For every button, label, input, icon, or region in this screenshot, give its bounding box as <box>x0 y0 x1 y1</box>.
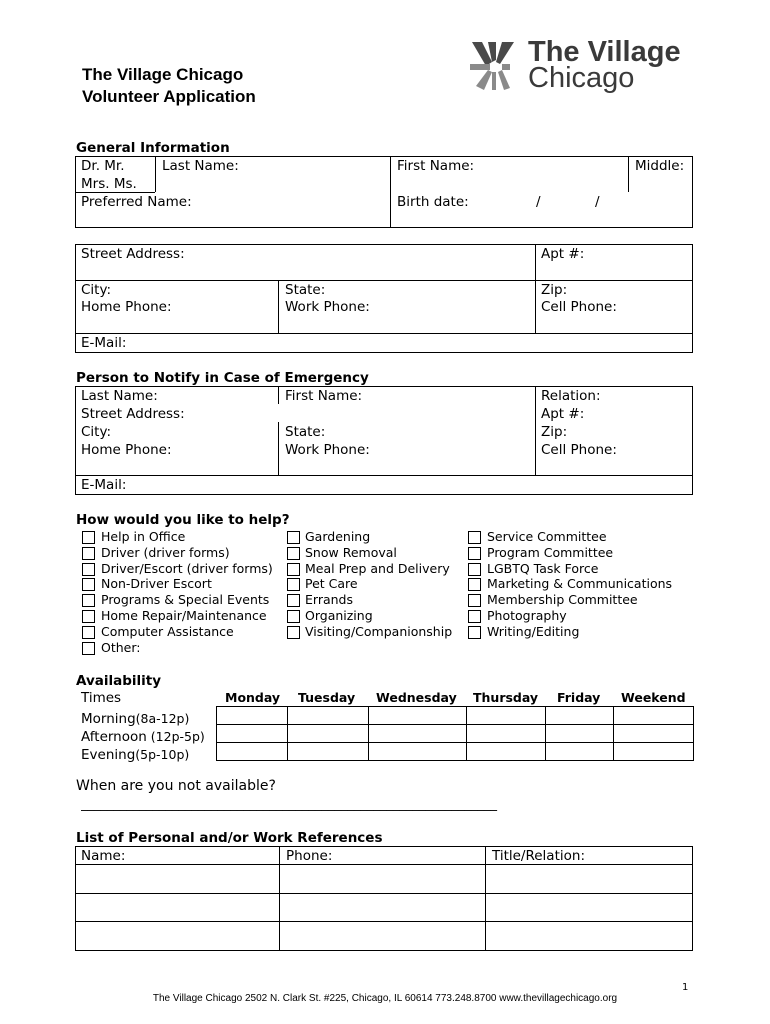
footer-address: The Village Chicago 2502 N. Clark St. #225, Chicago, IL 60614 773.248.8700 www.thevillagechicago.org <box>152 993 618 1004</box>
help-checkbox[interactable] <box>287 563 300 576</box>
logo-text-line2: Chicago <box>528 62 635 94</box>
help-option-label: Non-Driver Escort <box>101 576 212 592</box>
reference-title-relation-header: Title/Relation: <box>492 848 585 864</box>
help-option-label: Pet Care <box>305 576 358 592</box>
birth-date-slash-1: / <box>536 194 541 210</box>
reference-row[interactable] <box>76 894 692 920</box>
help-option-label: Membership Committee <box>487 592 638 608</box>
zip-field[interactable]: Zip: <box>541 282 568 298</box>
help-option-label: Photography <box>487 608 567 623</box>
help-checkbox[interactable] <box>82 547 95 560</box>
help-option-label: Other: <box>101 639 141 655</box>
work-phone-field[interactable]: Work Phone: <box>285 299 370 315</box>
emergency-relation-field[interactable]: Relation: <box>541 388 601 404</box>
first-name-field[interactable]: First Name: <box>397 158 475 174</box>
help-checkbox[interactable] <box>82 563 95 576</box>
help-checkbox[interactable] <box>468 578 481 591</box>
help-checkbox[interactable] <box>82 531 95 544</box>
help-checkbox[interactable] <box>287 626 300 639</box>
last-name-field[interactable]: Last Name: <box>162 158 239 174</box>
help-option-label: Program Committee <box>487 544 614 560</box>
day-header-tuesday: Tuesday <box>298 690 356 705</box>
help-checkbox[interactable] <box>82 626 95 639</box>
time-row-range: (12p-5p) <box>146 729 205 744</box>
day-header-wednesday: Wednesday <box>376 690 457 705</box>
help-option-label: Errands <box>305 592 353 608</box>
help-option-label: LGBTQ Task Force <box>487 560 599 576</box>
help-checkbox[interactable] <box>468 531 481 544</box>
village-logo-icon <box>470 40 530 92</box>
help-checkbox[interactable] <box>468 626 481 639</box>
emergency-work-phone-field[interactable]: Work Phone: <box>285 442 370 458</box>
help-checkbox[interactable] <box>468 610 481 623</box>
help-option-label: Service Committee <box>487 529 607 544</box>
help-option-label: Marketing & Communications <box>487 576 673 592</box>
home-phone-field[interactable]: Home Phone: <box>81 299 172 315</box>
help-option-label: Writing/Editing <box>487 623 580 639</box>
help-checkbox[interactable] <box>82 594 95 607</box>
help-checkbox[interactable] <box>82 610 95 623</box>
help-option-label: Help in Office <box>101 529 186 544</box>
reference-name-header: Name: <box>81 848 126 864</box>
general-info-heading: General Information <box>76 140 230 156</box>
city-field[interactable]: City: <box>81 282 112 298</box>
reference-row[interactable] <box>76 922 692 949</box>
not-available-question: When are you not available? <box>76 778 276 794</box>
time-row-morning <box>81 708 189 728</box>
help-checkbox[interactable] <box>468 594 481 607</box>
time-row-label: Evening <box>81 747 136 763</box>
help-checkbox[interactable] <box>287 578 300 591</box>
help-option-label: Organizing <box>305 608 373 623</box>
help-option-label: Snow Removal <box>305 544 397 560</box>
help-option-label: Driver (driver forms) <box>101 544 230 560</box>
logo-text-line1: The Village <box>528 36 681 68</box>
times-label: Times <box>81 690 122 706</box>
help-checkbox[interactable] <box>287 610 300 623</box>
emergency-apt-field[interactable]: Apt #: <box>541 406 585 422</box>
help-option-label: Computer Assistance <box>101 623 234 639</box>
day-header-monday: Monday <box>225 690 281 705</box>
help-option-label: Visiting/Companionship <box>305 623 453 639</box>
emergency-first-name-field[interactable]: First Name: <box>285 388 363 404</box>
birth-date-slash-2: / <box>595 194 600 210</box>
emergency-cell-phone-field[interactable]: Cell Phone: <box>541 442 617 458</box>
help-option-label: Driver/Escort (driver forms) <box>101 560 273 576</box>
time-row-afternoon <box>81 726 205 746</box>
form-title-line2: Volunteer Application <box>82 87 256 106</box>
state-field[interactable]: State: <box>285 282 326 298</box>
help-checkbox[interactable] <box>82 578 95 591</box>
help-checkbox[interactable] <box>287 531 300 544</box>
day-header-weekend: Weekend <box>621 690 686 705</box>
help-checkbox[interactable] <box>468 563 481 576</box>
help-option-label: Gardening <box>305 529 371 544</box>
emergency-city-field[interactable]: City: <box>81 424 112 440</box>
birth-date-field[interactable]: Birth date: <box>397 194 469 210</box>
time-row-range: (5p-10p) <box>135 747 190 762</box>
middle-name-field[interactable]: Middle: <box>635 158 685 174</box>
help-checkbox[interactable] <box>468 547 481 560</box>
help-option-label: Programs & Special Events <box>101 592 270 608</box>
apt-field[interactable]: Apt #: <box>541 246 585 262</box>
emergency-street-field[interactable]: Street Address: <box>81 406 185 422</box>
time-row-evening <box>81 744 189 764</box>
time-row-label: Morning <box>81 711 136 727</box>
help-option-label: Home Repair/Maintenance <box>101 608 267 623</box>
emergency-zip-field[interactable]: Zip: <box>541 424 568 440</box>
street-address-field[interactable]: Street Address: <box>81 246 185 262</box>
honorific-options-1[interactable]: Dr. Mr. <box>81 158 125 174</box>
reference-row[interactable] <box>76 865 692 892</box>
help-option-label: Meal Prep and Delivery <box>305 560 450 576</box>
preferred-name-field[interactable]: Preferred Name: <box>81 194 192 210</box>
time-row-range: (8a-12p) <box>135 711 190 726</box>
form-title-line1: The Village Chicago <box>82 65 244 84</box>
cell-phone-field[interactable]: Cell Phone: <box>541 299 617 315</box>
email-field[interactable]: E-Mail: <box>81 335 127 351</box>
references-heading: List of Personal and/or Work References <box>76 830 383 846</box>
honorific-options-2[interactable]: Mrs. Ms. <box>81 176 137 192</box>
day-header-friday: Friday <box>557 690 601 705</box>
help-checkbox[interactable] <box>287 594 300 607</box>
time-row-label: Afternoon <box>81 729 147 745</box>
page-number: 1 <box>682 982 689 993</box>
emergency-state-field[interactable]: State: <box>285 424 326 440</box>
not-available-input-line[interactable]: ________________________________________________________________ <box>81 797 497 812</box>
help-checkbox[interactable] <box>287 547 300 560</box>
emergency-last-name-field[interactable]: Last Name: <box>81 388 158 404</box>
emergency-email-field[interactable]: E-Mail: <box>81 477 127 493</box>
reference-phone-header: Phone: <box>286 848 333 864</box>
emergency-heading: Person to Notify in Case of Emergency <box>76 370 369 386</box>
availability-heading: Availability <box>76 673 162 689</box>
emergency-home-phone-field[interactable]: Home Phone: <box>81 442 172 458</box>
help-checkbox[interactable] <box>82 642 95 655</box>
day-header-thursday: Thursday <box>473 690 539 705</box>
help-heading: How would you like to help? <box>76 512 290 528</box>
